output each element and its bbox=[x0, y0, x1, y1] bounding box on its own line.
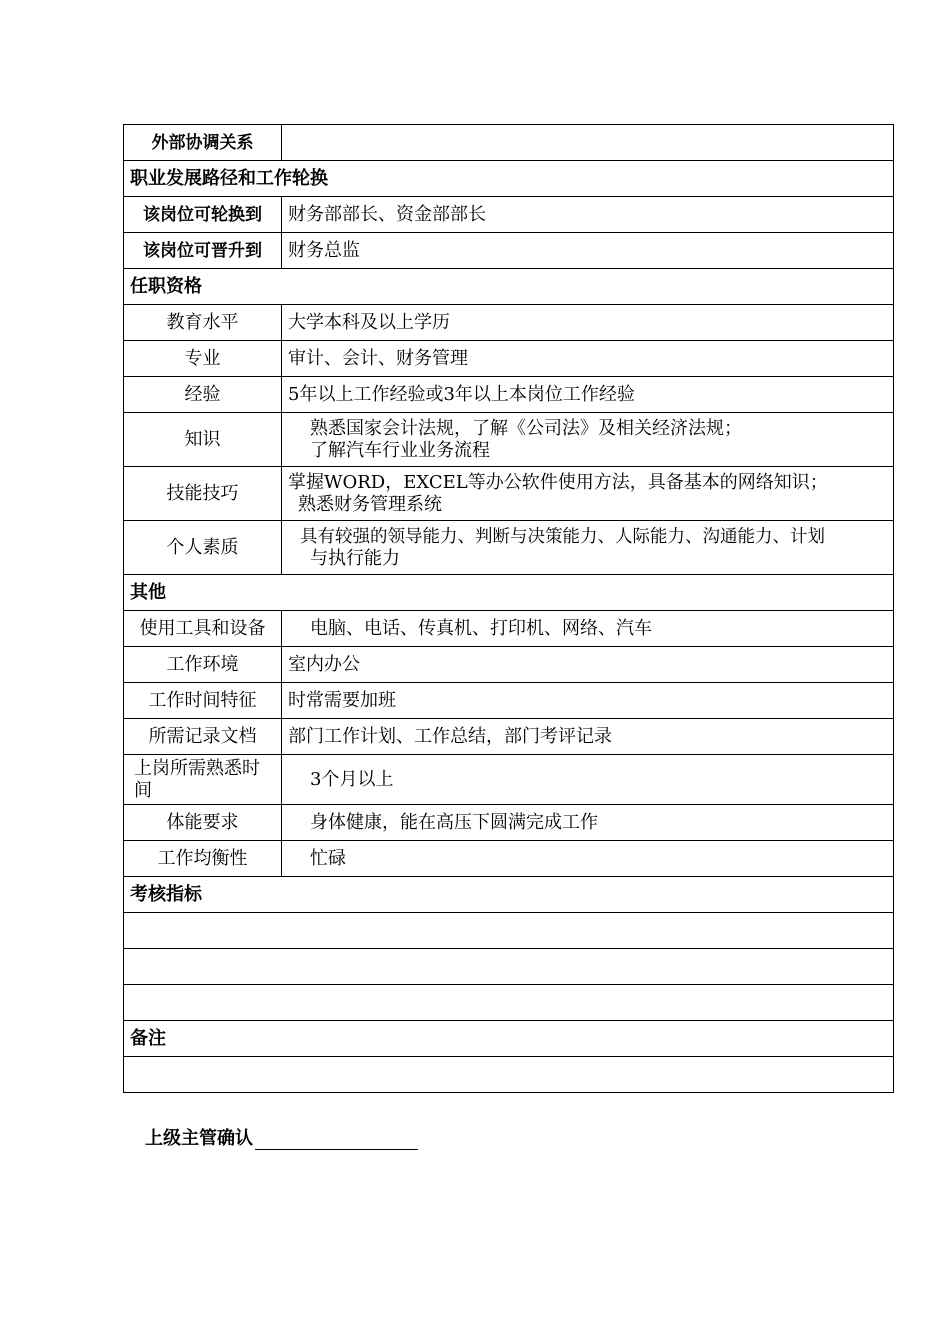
value-documents: 部门工作计划、工作总结，部门考评记录 bbox=[282, 719, 894, 755]
label-worktime: 工作时间特征 bbox=[124, 683, 282, 719]
label-experience: 经验 bbox=[124, 377, 282, 413]
label-major: 专业 bbox=[124, 341, 282, 377]
section-title-other: 其他 bbox=[124, 575, 894, 611]
value-knowledge bbox=[282, 413, 894, 467]
label-tools: 使用工具和设备 bbox=[124, 611, 282, 647]
row-notes-empty bbox=[124, 1057, 894, 1093]
value-major: 审计、会计、财务管理 bbox=[282, 341, 894, 377]
label-environment: 工作环境 bbox=[124, 647, 282, 683]
kpi-cell-3 bbox=[124, 985, 894, 1021]
value-balance: 忙碌 bbox=[282, 841, 894, 877]
row-kpi-empty-3 bbox=[124, 985, 894, 1021]
job-description-table bbox=[123, 124, 894, 1093]
label-documents: 所需记录文档 bbox=[124, 719, 282, 755]
row-promote bbox=[124, 233, 894, 269]
section-title-qualification: 任职资格 bbox=[124, 269, 894, 305]
supervisor-signature bbox=[145, 1124, 418, 1150]
row-worktime bbox=[124, 683, 894, 719]
row-familiar bbox=[124, 755, 894, 805]
row-kpi-empty-1 bbox=[124, 913, 894, 949]
row-personal bbox=[124, 521, 894, 575]
value-tools: 电脑、电话、传真机、打印机、网络、汽车 bbox=[282, 611, 894, 647]
row-documents bbox=[124, 719, 894, 755]
value-education: 大学本科及以上学历 bbox=[282, 305, 894, 341]
value-rotate: 财务部部长、资金部部长 bbox=[282, 197, 894, 233]
row-physical bbox=[124, 805, 894, 841]
label-external: 外部协调关系 bbox=[124, 125, 282, 161]
row-environment bbox=[124, 647, 894, 683]
skills-line-1: 掌握WORD，EXCEL等办公软件使用方法，具备基本的网络知识； bbox=[288, 471, 828, 493]
row-major bbox=[124, 341, 894, 377]
label-promote: 该岗位可晋升到 bbox=[124, 233, 282, 269]
value-familiar: 3个月以上 bbox=[282, 755, 894, 805]
personal-line-1: 具有较强的领导能力、判断与决策能力、人际能力、沟通能力、计划 bbox=[300, 526, 825, 547]
signature-label: 上级主管确认 bbox=[145, 1128, 253, 1149]
knowledge-line-2: 了解汽车行业业务流程 bbox=[310, 439, 490, 461]
value-physical: 身体健康，能在高压下圆满完成工作 bbox=[282, 805, 894, 841]
row-external bbox=[124, 125, 894, 161]
kpi-cell-1 bbox=[124, 913, 894, 949]
row-skills bbox=[124, 467, 894, 521]
row-experience bbox=[124, 377, 894, 413]
section-kpi bbox=[124, 877, 894, 913]
kpi-cell-2 bbox=[124, 949, 894, 985]
value-promote: 财务总监 bbox=[282, 233, 894, 269]
section-title-notes: 备注 bbox=[124, 1021, 894, 1057]
value-worktime: 时常需要加班 bbox=[282, 683, 894, 719]
skills-line-2: 熟悉财务管理系统 bbox=[298, 493, 442, 515]
label-balance: 工作均衡性 bbox=[124, 841, 282, 877]
section-career bbox=[124, 161, 894, 197]
value-skills bbox=[282, 467, 894, 521]
value-environment: 室内办公 bbox=[282, 647, 894, 683]
value-external bbox=[282, 125, 894, 161]
label-physical: 体能要求 bbox=[124, 805, 282, 841]
row-kpi-empty-2 bbox=[124, 949, 894, 985]
knowledge-line-1: 熟悉国家会计法规，了解《公司法》及相关经济法规； bbox=[310, 417, 742, 439]
label-personal: 个人素质 bbox=[124, 521, 282, 575]
personal-line-2: 与执行能力 bbox=[310, 547, 400, 569]
row-knowledge bbox=[124, 413, 894, 467]
section-notes bbox=[124, 1021, 894, 1057]
signature-line bbox=[255, 1131, 418, 1150]
row-rotate bbox=[124, 197, 894, 233]
notes-cell bbox=[124, 1057, 894, 1093]
value-experience: 5年以上工作经验或3年以上本岗位工作经验 bbox=[282, 377, 894, 413]
row-balance bbox=[124, 841, 894, 877]
section-other bbox=[124, 575, 894, 611]
label-skills: 技能技巧 bbox=[124, 467, 282, 521]
row-tools bbox=[124, 611, 894, 647]
section-title-kpi: 考核指标 bbox=[124, 877, 894, 913]
label-familiar: 上岗所需熟悉时间 bbox=[124, 755, 282, 805]
section-title-career: 职业发展路径和工作轮换 bbox=[124, 161, 894, 197]
label-knowledge: 知识 bbox=[124, 413, 282, 467]
label-education: 教育水平 bbox=[124, 305, 282, 341]
value-personal bbox=[282, 521, 894, 575]
section-qualification bbox=[124, 269, 894, 305]
label-rotate: 该岗位可轮换到 bbox=[124, 197, 282, 233]
row-education bbox=[124, 305, 894, 341]
